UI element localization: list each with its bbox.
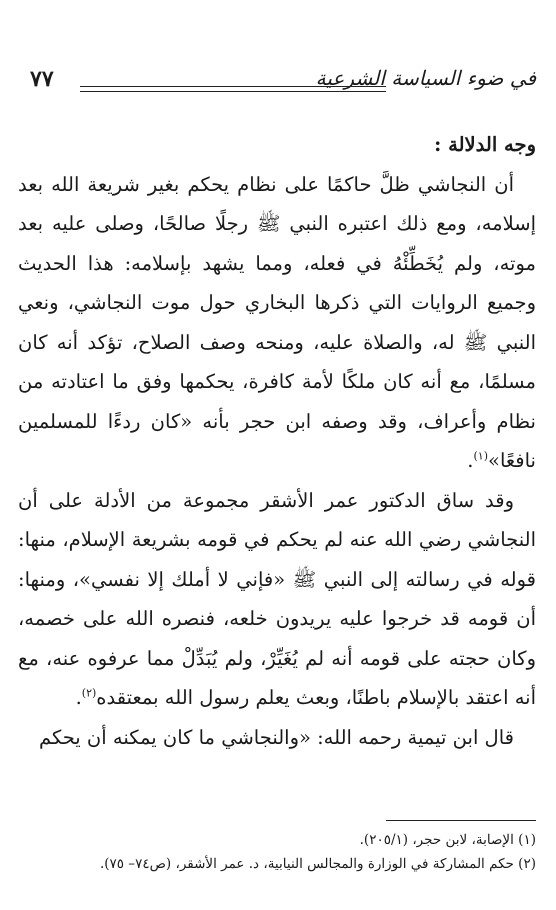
footnotes [18,828,536,876]
paragraph [18,481,536,718]
running-header-title: في ضوء السياسة الشرعية [315,66,536,90]
running-header [30,66,536,100]
footnote-separator [386,820,536,821]
paragraph-end: . [467,449,474,472]
header-rule [80,86,386,92]
main-text [18,125,536,757]
footnote: (١) الإصابة، لابن حجر، (٢٠٥/١). [359,832,536,848]
footnote-reference: (١) [473,449,489,463]
paragraph: قال ابن تيمية رحمه الله: «والنجاشي ما كان يمكنه أن يحكم [38,725,514,749]
section-heading: وجه الدلالة : [434,133,536,156]
paragraph-text: أن النجاشي ظلَّ حاكمًا على نظام يحكم بغير شريعة الله بعد إسلامه، ومع ذلك اعتبره النبي ﷺ رجلًا صالحًا، وصلى عليه بعد موته، ولم يُخَطِّئْهُ في فعله، ومما يشهد بإسلامه: هذا الحديث وجميع الروايات التي ذكرها البخاري حول موت النجاشي، ونعي النبي ﷺ له، والصلاة عليه، ومنحه وصف الصلاح، تؤكد أنه كان مسلمًا، مع أنه كان ملكًا لأمة كافرة، يحكمها وفق ما اعتادته من نظام وأعراف، وقد وصفه ابن حجر بأنه «كان ردءًا للمسلمين نافعًا» [18,172,537,472]
paragraph-text: وقد ساق الدكتور عمر الأشقر مجموعة من الأدلة على أن النجاشي رضي الله عنه لم يحكم في قومه بشريعة الإسلام، منها: قوله في رسالته إلى النبي ﷺ «فإني لا أملك إلا نفسي»، ومنها: أن قومه قد خرجوا عليه يريدون خلعه، فنصره الله على خصمه، وكان حجته على قومه أنه لم يُغَيِّرْ، ولم يُبَدِّلْ مما عرفوه عنه، مع أنه اعتقد بالإسلام باطنًا، وبعث يعلم رسول الله بمعتقده [18,488,536,709]
page-number: ٧٧ [30,66,54,92]
footnote: (٢) حكم المشاركة في الوزارة والمجالس النيابية، د. عمر الأشقر، (ص٧٤– ٧٥). [99,856,536,872]
paragraph-end: . [75,686,82,709]
footnote-reference: (٢) [81,686,97,700]
paragraph [18,165,536,481]
